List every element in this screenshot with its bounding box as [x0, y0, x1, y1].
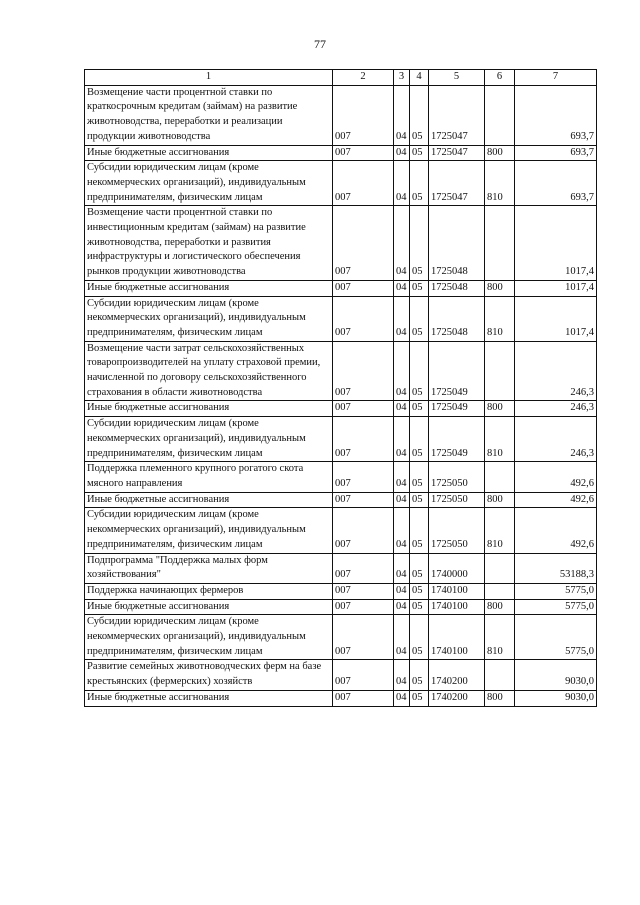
subsection-code: 05 — [410, 690, 429, 706]
subsection-code: 05 — [410, 85, 429, 145]
amount: 5775,0 — [515, 583, 597, 599]
subsection-code: 05 — [410, 145, 429, 161]
column-header: 3 — [394, 70, 410, 86]
row-name: Субсидии юридическим лицам (кроме некоммерческих организаций), индивидуальным предпринимателям, физическим лицам — [85, 161, 333, 206]
column-header: 2 — [333, 70, 394, 86]
ministry-code: 007 — [333, 462, 394, 492]
amount: 5775,0 — [515, 599, 597, 615]
amount: 5775,0 — [515, 615, 597, 660]
target-article-code: 1725047 — [429, 85, 485, 145]
expense-type-code — [485, 660, 515, 690]
ministry-code: 007 — [333, 280, 394, 296]
subsection-code: 05 — [410, 553, 429, 583]
table-row — [85, 296, 597, 341]
table-row — [85, 615, 597, 660]
expense-type-code: 800 — [485, 280, 515, 296]
ministry-code: 007 — [333, 161, 394, 206]
section-code: 04 — [394, 145, 410, 161]
amount: 246,3 — [515, 401, 597, 417]
subsection-code: 05 — [410, 280, 429, 296]
target-article-code: 1725047 — [429, 161, 485, 206]
ministry-code: 007 — [333, 660, 394, 690]
ministry-code: 007 — [333, 145, 394, 161]
target-article-code: 1740200 — [429, 690, 485, 706]
table-row — [85, 145, 597, 161]
expense-type-code: 810 — [485, 615, 515, 660]
header-row — [85, 70, 597, 86]
page-number: 77 — [314, 37, 326, 51]
row-name: Иные бюджетные ассигнования — [85, 145, 333, 161]
expense-type-code — [485, 341, 515, 401]
row-name: Субсидии юридическим лицам (кроме некоммерческих организаций), индивидуальным предпринимателям, физическим лицам — [85, 296, 333, 341]
amount: 492,6 — [515, 508, 597, 553]
table-row — [85, 599, 597, 615]
amount: 693,7 — [515, 161, 597, 206]
ministry-code: 007 — [333, 417, 394, 462]
row-name: Иные бюджетные ассигнования — [85, 401, 333, 417]
table-row — [85, 85, 597, 145]
table-row — [85, 508, 597, 553]
amount: 693,7 — [515, 145, 597, 161]
subsection-code: 05 — [410, 206, 429, 281]
row-name: Возмещение части затрат сельскохозяйственных товаропроизводителей на уплату страховой премии, начисленной по договору сельскохозяйственного страхования в области животноводства — [85, 341, 333, 401]
row-name: Возмещение части процентной ставки по инвестиционным кредитам (займам) на развитие животноводства, переработки и развития инфраструктуры и логистического обеспечения рынков продукции животноводства — [85, 206, 333, 281]
target-article-code: 1725050 — [429, 492, 485, 508]
expense-type-code: 800 — [485, 599, 515, 615]
section-code: 04 — [394, 553, 410, 583]
subsection-code: 05 — [410, 462, 429, 492]
expense-type-code: 800 — [485, 690, 515, 706]
table-row — [85, 553, 597, 583]
row-name: Поддержка племенного крупного рогатого скота мясного направления — [85, 462, 333, 492]
subsection-code: 05 — [410, 492, 429, 508]
row-name: Иные бюджетные ассигнования — [85, 690, 333, 706]
amount: 1017,4 — [515, 280, 597, 296]
column-header: 4 — [410, 70, 429, 86]
row-name: Субсидии юридическим лицам (кроме некоммерческих организаций), индивидуальным предпринимателям, физическим лицам — [85, 508, 333, 553]
ministry-code: 007 — [333, 508, 394, 553]
section-code: 04 — [394, 508, 410, 553]
subsection-code: 05 — [410, 660, 429, 690]
target-article-code: 1725049 — [429, 417, 485, 462]
target-article-code: 1740100 — [429, 583, 485, 599]
target-article-code: 1740000 — [429, 553, 485, 583]
subsection-code: 05 — [410, 508, 429, 553]
table-row — [85, 161, 597, 206]
target-article-code: 1725050 — [429, 508, 485, 553]
subsection-code: 05 — [410, 417, 429, 462]
row-name: Иные бюджетные ассигнования — [85, 280, 333, 296]
expense-type-code: 810 — [485, 161, 515, 206]
amount: 9030,0 — [515, 690, 597, 706]
ministry-code: 007 — [333, 553, 394, 583]
ministry-code: 007 — [333, 690, 394, 706]
target-article-code: 1725048 — [429, 206, 485, 281]
target-article-code: 1725048 — [429, 280, 485, 296]
amount: 9030,0 — [515, 660, 597, 690]
ministry-code: 007 — [333, 492, 394, 508]
ministry-code: 007 — [333, 341, 394, 401]
section-code: 04 — [394, 161, 410, 206]
table-row — [85, 417, 597, 462]
amount: 492,6 — [515, 492, 597, 508]
section-code: 04 — [394, 492, 410, 508]
row-name: Субсидии юридическим лицам (кроме некоммерческих организаций), индивидуальным предпринимателям, физическим лицам — [85, 615, 333, 660]
subsection-code: 05 — [410, 615, 429, 660]
ministry-code: 007 — [333, 615, 394, 660]
row-name: Иные бюджетные ассигнования — [85, 599, 333, 615]
expense-type-code: 810 — [485, 296, 515, 341]
amount: 1017,4 — [515, 296, 597, 341]
amount: 693,7 — [515, 85, 597, 145]
section-code: 04 — [394, 280, 410, 296]
target-article-code: 1725049 — [429, 401, 485, 417]
section-code: 04 — [394, 417, 410, 462]
target-article-code: 1725048 — [429, 296, 485, 341]
row-name: Субсидии юридическим лицам (кроме некоммерческих организаций), индивидуальным предпринимателям, физическим лицам — [85, 417, 333, 462]
amount: 492,6 — [515, 462, 597, 492]
table-row — [85, 401, 597, 417]
table-row — [85, 280, 597, 296]
table-row — [85, 462, 597, 492]
table-row — [85, 690, 597, 706]
expense-type-code — [485, 583, 515, 599]
expense-type-code: 800 — [485, 145, 515, 161]
section-code: 04 — [394, 206, 410, 281]
ministry-code: 007 — [333, 583, 394, 599]
section-code: 04 — [394, 599, 410, 615]
ministry-code: 007 — [333, 206, 394, 281]
target-article-code: 1725047 — [429, 145, 485, 161]
table-row — [85, 583, 597, 599]
ministry-code: 007 — [333, 296, 394, 341]
section-code: 04 — [394, 85, 410, 145]
target-article-code: 1740200 — [429, 660, 485, 690]
target-article-code: 1725050 — [429, 462, 485, 492]
expense-type-code: 800 — [485, 492, 515, 508]
row-name: Иные бюджетные ассигнования — [85, 492, 333, 508]
column-header: 1 — [85, 70, 333, 86]
amount: 1017,4 — [515, 206, 597, 281]
column-header: 7 — [515, 70, 597, 86]
expense-type-code: 810 — [485, 417, 515, 462]
section-code: 04 — [394, 583, 410, 599]
table-row — [85, 206, 597, 281]
target-article-code: 1725049 — [429, 341, 485, 401]
subsection-code: 05 — [410, 599, 429, 615]
section-code: 04 — [394, 341, 410, 401]
row-name: Подпрограмма "Поддержка малых форм хозяйствования" — [85, 553, 333, 583]
section-code: 04 — [394, 615, 410, 660]
section-code: 04 — [394, 462, 410, 492]
table-row — [85, 492, 597, 508]
amount: 246,3 — [515, 417, 597, 462]
subsection-code: 05 — [410, 341, 429, 401]
table-row — [85, 341, 597, 401]
expense-type-code — [485, 85, 515, 145]
ministry-code: 007 — [333, 401, 394, 417]
budget-table — [84, 69, 597, 707]
table-row — [85, 660, 597, 690]
column-header: 6 — [485, 70, 515, 86]
amount: 246,3 — [515, 341, 597, 401]
amount: 53188,3 — [515, 553, 597, 583]
section-code: 04 — [394, 296, 410, 341]
ministry-code: 007 — [333, 599, 394, 615]
section-code: 04 — [394, 660, 410, 690]
row-name: Возмещение части процентной ставки по краткосрочным кредитам (займам) на развитие животноводства, переработки и реализации продукции животноводства — [85, 85, 333, 145]
target-article-code: 1740100 — [429, 615, 485, 660]
subsection-code: 05 — [410, 583, 429, 599]
expense-type-code — [485, 206, 515, 281]
expense-type-code: 810 — [485, 508, 515, 553]
subsection-code: 05 — [410, 161, 429, 206]
subsection-code: 05 — [410, 296, 429, 341]
column-header: 5 — [429, 70, 485, 86]
expense-type-code — [485, 462, 515, 492]
section-code: 04 — [394, 401, 410, 417]
section-code: 04 — [394, 690, 410, 706]
subsection-code: 05 — [410, 401, 429, 417]
row-name: Развитие семейных животноводческих ферм на базе крестьянских (фермерских) хозяйств — [85, 660, 333, 690]
expense-type-code: 800 — [485, 401, 515, 417]
target-article-code: 1740100 — [429, 599, 485, 615]
row-name: Поддержка начинающих фермеров — [85, 583, 333, 599]
expense-type-code — [485, 553, 515, 583]
ministry-code: 007 — [333, 85, 394, 145]
